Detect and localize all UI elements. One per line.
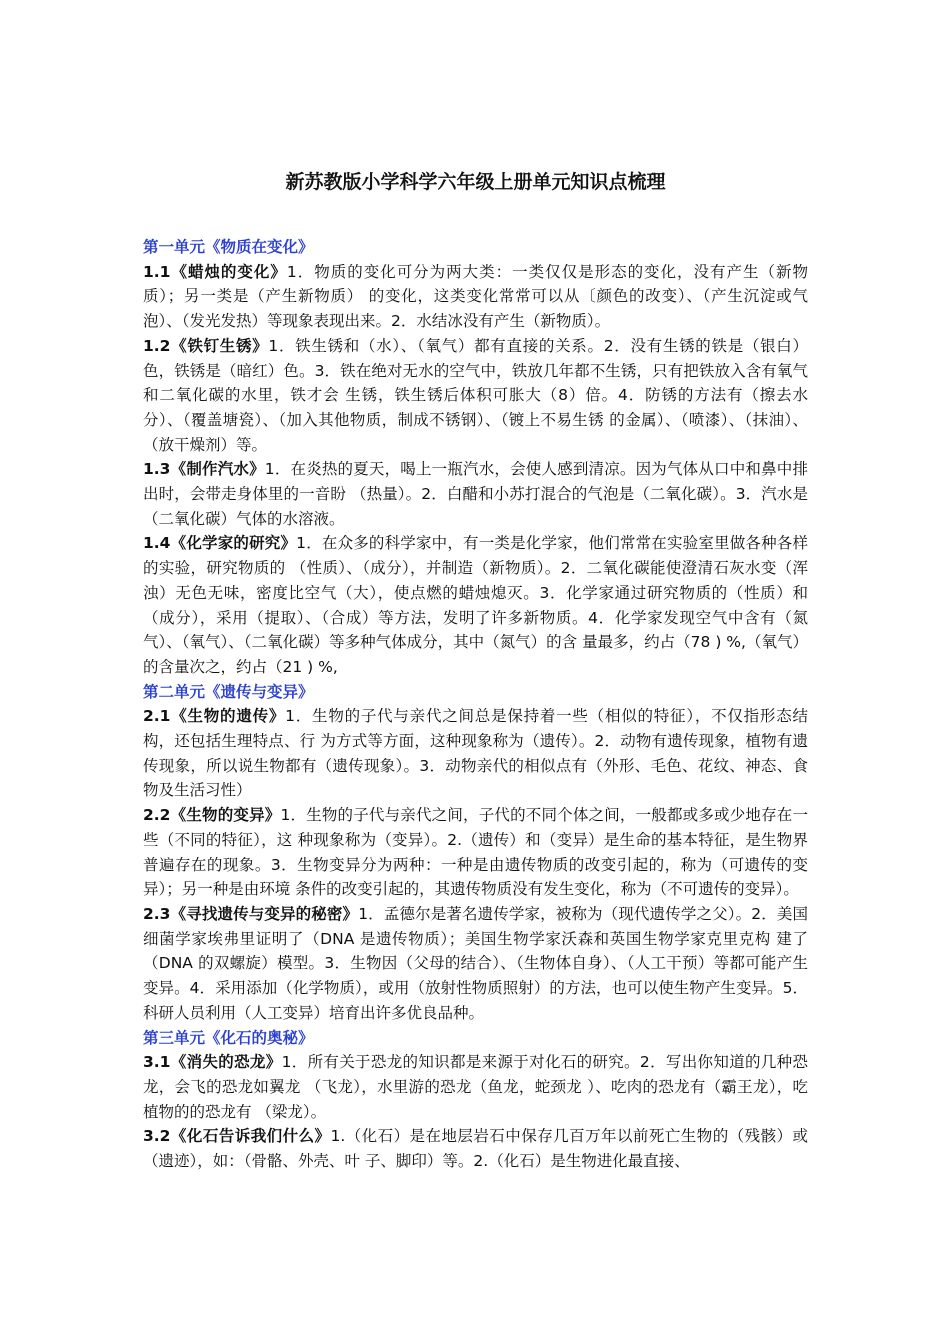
section-title: 1.4《化学家的研究》 — [143, 534, 297, 553]
section-3-1 — [143, 1050, 808, 1124]
section-text: 1．孟德尔是著名遗传学家，被称为（现代遗传学之父）。2．美国细菌学家埃弗里证明了（DNA 是遗传物质）；美国生物学家沃森和英国生物学家克里克构 建了（DNA 的双螺旋）模型。3．生物因（父母的结合）、（生物体自身）、（人工干预）等都可能产生变异。4．采用添加（化学物质），或用（放射性物质照射）的方法，也可以使生物产生变异。5．科研人员利用（人工变异）培育出许多优良品种。 — [143, 904, 808, 1022]
section-1-2 — [143, 334, 808, 458]
section-text: 1．在众多的科学家中，有一类是化学家，他们常常在实验室里做各种各样的实验，研究物质的 （性质）、（成分），并制造（新物质）。2．二氧化碳能使澄清石灰水变（浑浊）无色无味，密度比空气（大），使点燃的蜡烛熄灭。3．化学家通过研究物质的（性质）和（成分），采用（提取）、（合成）等方法，发明了许多新物质。4．化学家发现空气中含有（氮气）、（氧气）、（二氧化碳）等多种气体成分，其中（氮气）的含 量最多，约占（78 ) %,（氧气）的含量次之，约占（21 ) %, — [143, 534, 808, 676]
section-text: 1．在炎热的夏天，喝上一瓶汽水，会使人感到清凉。因为气体从口中和鼻中排出时，会带走身体里的一音盼 （热量）。2．白醋和小苏打混合的气泡是（二氧化碳）。3．汽水是（二氧化碳）气体的水溶液。 — [143, 460, 808, 528]
section-1-3 — [143, 457, 808, 531]
section-title: 2.1《生物的遗传》 — [143, 707, 286, 726]
section-title: 1.1《蜡烛的变化》 — [143, 262, 287, 281]
section-2-3 — [143, 902, 808, 1026]
section-1-1 — [143, 260, 808, 334]
unit-heading-2: 第二单元《遗传与变异》 — [143, 682, 314, 701]
section-text: 1．所有关于恐龙的知识都是来源于对化石的研究。2．写出你知道的几种恐龙，会飞的恐龙如翼龙 （飞龙），水里游的恐龙（鱼龙，蛇颈龙 ）、吃肉的恐龙有（霸王龙），吃植物的的恐龙有 （梁龙）。 — [143, 1053, 808, 1121]
section-text: 1．物质的变化可分为两大类：一类仅仅是形态的变化，没有产生（新物质）；另一类是（产生新物质） 的变化，这类变化常常可以从〔颜色的改变）、（产生沉淀或气泡）、（发光发热）等现象表现出来。2．水结冰没有产生（新物质）。 — [143, 262, 808, 331]
section-2-2 — [143, 803, 808, 902]
section-title: 3.1《消失的恐龙》 — [143, 1053, 282, 1072]
section-text: 1．生物的子代与亲代之间总是保持着一些（相似的特征），不仅指形态结构，还包括生理特点、行 为方式等方面，这种现象称为（遗传）。2．动物有遗传现象，植物有遗传现象，所以说生物都有（遗传现象）。3．动物亲代的相似点有（外形、毛色、花纹、神态、食物及生活习性） — [143, 707, 808, 800]
section-1-4 — [143, 531, 808, 679]
section-2-1 — [143, 704, 808, 803]
unit-heading-1: 第一单元《物质在变化》 — [143, 238, 314, 256]
section-title: 2.3《寻找遗传与变异的秘密》 — [143, 904, 359, 923]
section-title: 3.2《化石告诉我们什么》 — [143, 1127, 331, 1146]
section-title: 2.2《生物的变异》 — [143, 806, 281, 825]
document-body — [143, 235, 808, 1174]
section-3-2 — [143, 1124, 808, 1173]
section-text: 1.（化石）是在地层岩石中保存几百万年以前死亡生物的（残骸）或（遗迹），如：（骨骼、外壳、叶 子、脚印）等。2.（化石）是生物进化最直接、 — [143, 1127, 808, 1171]
section-title: 1.3《制作汽水》 — [143, 460, 265, 479]
section-title: 1.2《铁钉生锈》 — [143, 336, 269, 355]
page-title: 新苏教版小学科学六年级上册单元知识点梳理 — [285, 171, 666, 193]
section-text: 1．铁生锈和（水）、（氧气）都有直接的关系。2．没有生锈的铁是（银白）色，铁锈是（暗红）色。3．铁在绝对无水的空气中，铁放几年都不生锈，只有把铁放入含有氧气和二氧化碳的水里，铁才会 生锈，铁生锈后体积可胀大（8）倍。4．防锈的方法有（擦去水分）、（覆盖塘瓷）、（加入其他物质，制成不锈钢）、（镀上不易生锈 的金属）、（喷漆）、（抹油）、（放干燥剂）等。 — [143, 336, 808, 454]
section-text: 1．生物的子代与亲代之间，子代的不同个体之间，一般都或多或少地存在一些（不同的特征），这 种现象称为（变异）。2.（遗传）和（变异）是生命的基本特征，是生物界普遍存在的现象。3．生物变异分为两种：一种是由遗传物质的改变引起的，称为（可遗传的变异）；另一种是由环境 条件的改变引起的，其遗传物质没有发生变化，称为（不可遗传的变异）。 — [143, 806, 809, 899]
unit-heading-3: 第三单元《化石的奥秘》 — [143, 1028, 314, 1047]
